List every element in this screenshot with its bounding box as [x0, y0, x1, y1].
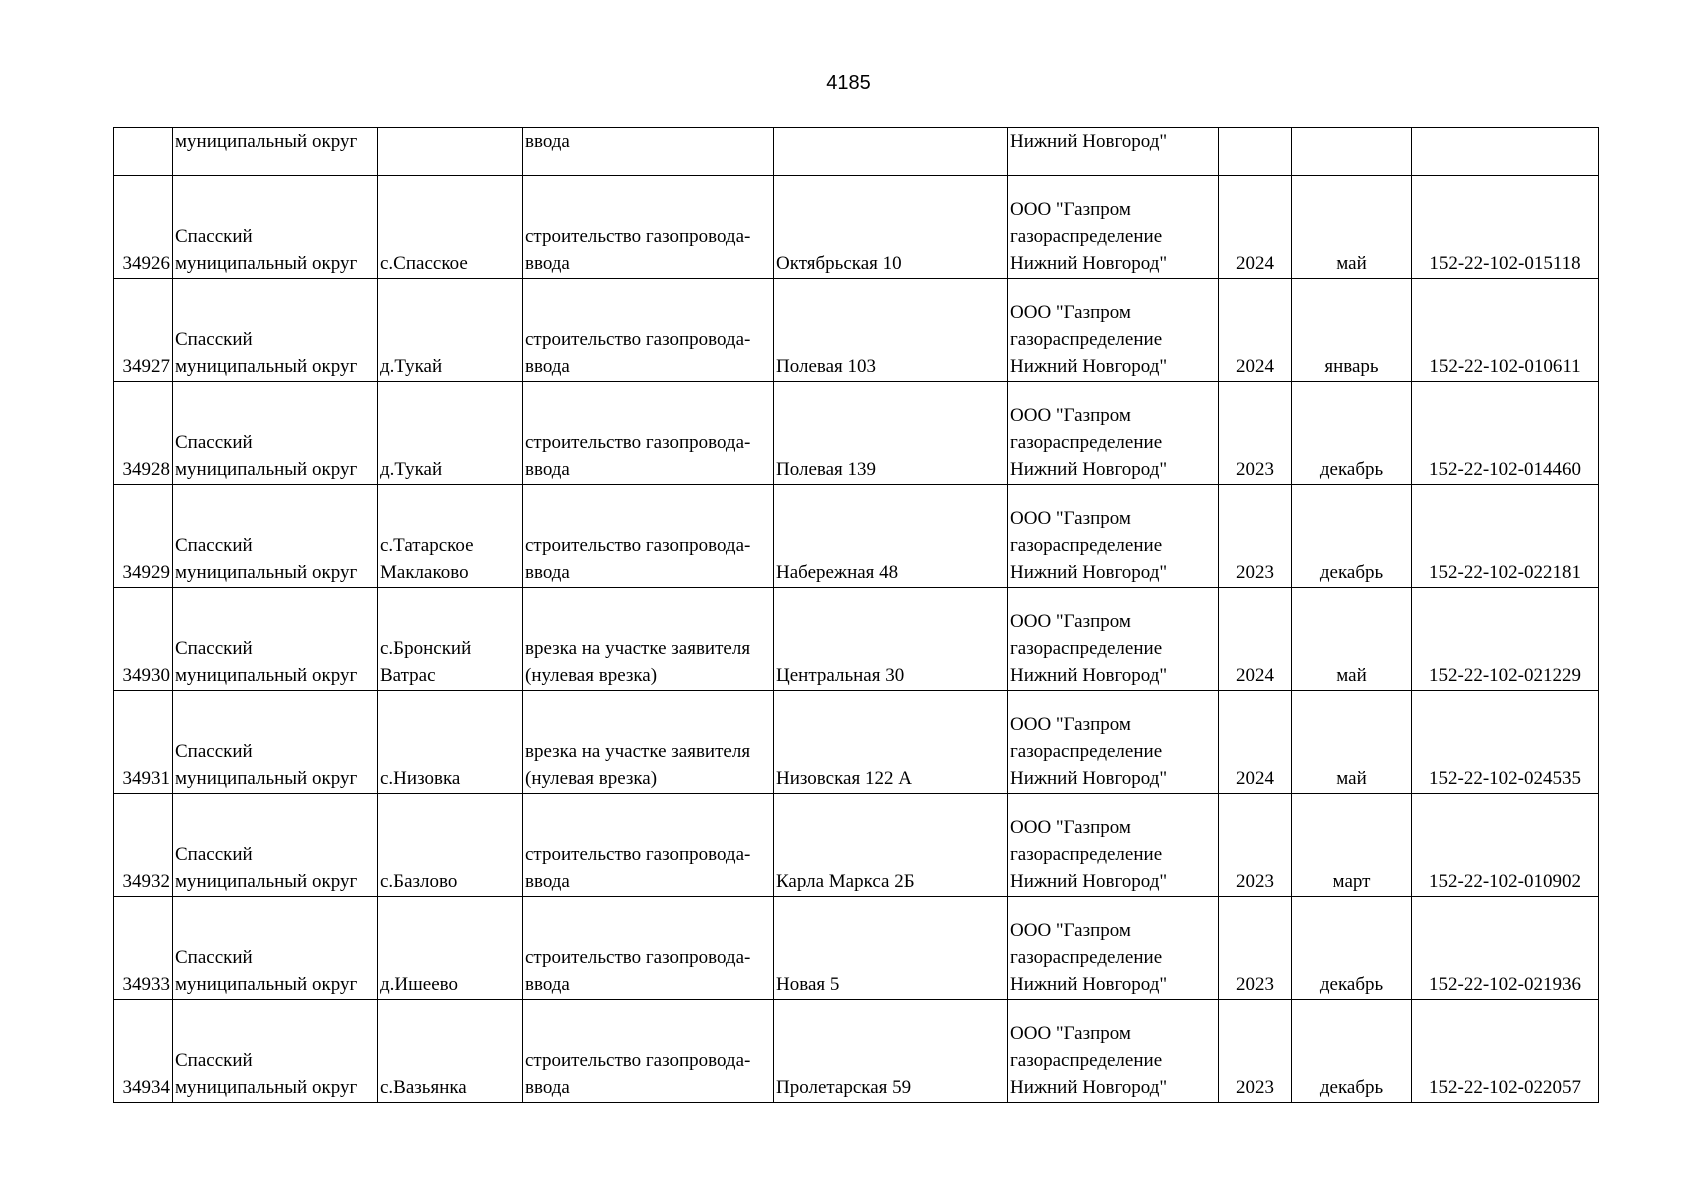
number-text: 34934	[122, 1077, 170, 1098]
address-text: Полевая 139	[776, 459, 877, 480]
cell-organization	[1008, 794, 1219, 897]
number-text: 34931	[122, 768, 170, 789]
district-line-2: муниципальный округ	[175, 253, 358, 274]
district-line-1: Спасский	[175, 741, 253, 762]
settlement-line-2: Маклаково	[380, 562, 469, 583]
settlement-line-2: с.Спасское	[380, 253, 468, 274]
year-text: 2023	[1236, 562, 1274, 583]
cell-address	[774, 176, 1008, 279]
cell-district: муниципальный округ	[173, 128, 378, 176]
year-text: 2024	[1236, 665, 1274, 686]
cell-work-type	[523, 176, 774, 279]
district-line-2: муниципальный округ	[175, 1077, 358, 1098]
year-text: 2024	[1236, 253, 1274, 274]
organization-line-1: ООО "Газпром	[1010, 817, 1131, 838]
cell-number	[114, 176, 173, 279]
cell-year	[1219, 691, 1292, 794]
cell-address	[774, 128, 1008, 176]
district-line-2: муниципальный округ	[175, 871, 358, 892]
work-type-line-2: ввода	[525, 974, 570, 995]
cell-settlement	[378, 1000, 523, 1103]
code-text: 152-22-102-021936	[1429, 974, 1581, 995]
work-type-line-1: строительство газопровода-	[525, 329, 751, 350]
cell-district	[173, 382, 378, 485]
cell-work-type	[523, 691, 774, 794]
organization-line-3: Нижний Новгород"	[1010, 459, 1168, 480]
cell-work-type	[523, 485, 774, 588]
organization-line-2: газораспределение	[1010, 844, 1163, 865]
cell-month	[1292, 128, 1412, 176]
organization-line-2: газораспределение	[1010, 1050, 1163, 1071]
code-text: 152-22-102-022181	[1429, 562, 1581, 583]
cell-code	[1412, 176, 1599, 279]
settlement-line-2: с.Вазьянка	[380, 1077, 467, 1098]
code-text: 152-22-102-022057	[1429, 1077, 1581, 1098]
year-text: 2023	[1236, 459, 1274, 480]
cell-year	[1219, 382, 1292, 485]
work-type-line-2: ввода	[525, 1077, 570, 1098]
cell-year	[1219, 128, 1292, 176]
month-text: декабрь	[1319, 1077, 1384, 1098]
organization-line-2: газораспределение	[1010, 329, 1163, 350]
organization-line-3: Нижний Новгород"	[1010, 1077, 1168, 1098]
organization-line-2: газораспределение	[1010, 741, 1163, 762]
cell-year	[1219, 588, 1292, 691]
district-line-1: Спасский	[175, 844, 253, 865]
code-text: 152-22-102-014460	[1429, 459, 1581, 480]
cell-year	[1219, 485, 1292, 588]
month-text: декабрь	[1319, 974, 1384, 995]
gasification-registry-table	[113, 127, 1599, 1103]
number-text: 34933	[122, 974, 170, 995]
settlement-line-2: д.Тукай	[380, 459, 443, 480]
cell-district	[173, 176, 378, 279]
work-type-line-1: строительство газопровода-	[525, 947, 751, 968]
year-text: 2024	[1236, 356, 1274, 377]
cell-settlement	[378, 794, 523, 897]
cell-address	[774, 691, 1008, 794]
cell-number	[114, 128, 173, 176]
month-text: май	[1336, 253, 1367, 274]
organization-line-1: ООО "Газпром	[1010, 405, 1131, 426]
work-type-line-2: ввода	[525, 871, 570, 892]
organization-line-3: Нижний Новгород"	[1010, 253, 1168, 274]
cell-code	[1412, 794, 1599, 897]
organization-line-3: Нижний Новгород"	[1010, 768, 1168, 789]
district-line-1: Спасский	[175, 947, 253, 968]
cell-month	[1292, 279, 1412, 382]
month-text: январь	[1324, 356, 1379, 377]
district-line-2: муниципальный округ	[175, 768, 358, 789]
cell-month	[1292, 588, 1412, 691]
organization-line-1: ООО "Газпром	[1010, 302, 1131, 323]
table-row	[114, 176, 1599, 279]
cell-code	[1412, 485, 1599, 588]
work-type-line-1: врезка на участке заявителя	[525, 638, 751, 659]
table-row	[114, 279, 1599, 382]
table-row	[114, 382, 1599, 485]
cell-district	[173, 794, 378, 897]
district-line-2: муниципальный округ	[175, 665, 358, 686]
cell-address	[774, 382, 1008, 485]
address-text: Низовская 122 А	[776, 768, 912, 789]
address-text: Набережная 48	[776, 562, 899, 583]
number-text: 34926	[122, 253, 170, 274]
year-text: 2024	[1236, 768, 1274, 789]
cell-month	[1292, 382, 1412, 485]
organization-line-1: ООО "Газпром	[1010, 611, 1131, 632]
cell-work-type: ввода	[523, 128, 774, 176]
organization-line-1: ООО "Газпром	[1010, 508, 1131, 529]
cell-settlement	[378, 485, 523, 588]
page-number: 4185	[826, 72, 871, 94]
table-row	[114, 1000, 1599, 1103]
cell-district	[173, 897, 378, 1000]
cell-number	[114, 794, 173, 897]
cell-organization	[1008, 279, 1219, 382]
work-type-line-1: строительство газопровода-	[525, 844, 751, 865]
cell-work-type	[523, 1000, 774, 1103]
cell-organization	[1008, 176, 1219, 279]
organization-line-2: газораспределение	[1010, 535, 1163, 556]
cell-code	[1412, 691, 1599, 794]
cell-address	[774, 485, 1008, 588]
work-type-line-1: врезка на участке заявителя	[525, 741, 751, 762]
cell-organization	[1008, 1000, 1219, 1103]
address-text: Центральная 30	[776, 665, 905, 686]
year-text: 2023	[1236, 1077, 1274, 1098]
number-text: 34932	[122, 871, 170, 892]
address-text: Пролетарская 59	[776, 1077, 912, 1098]
cell-number	[114, 485, 173, 588]
district-line-1: Спасский	[175, 329, 253, 350]
table-row	[114, 691, 1599, 794]
work-type-line-1: строительство газопровода-	[525, 1050, 751, 1071]
district-line-1: Спасский	[175, 535, 253, 556]
district-line-1: Спасский	[175, 638, 253, 659]
cell-district	[173, 1000, 378, 1103]
district-line-1: Спасский	[175, 226, 253, 247]
district-line-1: Спасский	[175, 432, 253, 453]
cell-month	[1292, 485, 1412, 588]
work-type-line-1: строительство газопровода-	[525, 226, 751, 247]
work-type-line-1: строительство газопровода-	[525, 432, 751, 453]
code-text: 152-22-102-015118	[1429, 253, 1581, 274]
work-type-line-2: (нулевая врезка)	[525, 768, 658, 789]
cell-work-type	[523, 279, 774, 382]
cell-month	[1292, 794, 1412, 897]
month-text: декабрь	[1319, 459, 1384, 480]
cell-month	[1292, 897, 1412, 1000]
cell-year	[1219, 794, 1292, 897]
table-row	[114, 588, 1599, 691]
cell-address	[774, 279, 1008, 382]
organization-line-1: ООО "Газпром	[1010, 1023, 1131, 1044]
cell-number	[114, 1000, 173, 1103]
table-row-continued	[114, 128, 1599, 176]
number-text: 34927	[122, 356, 170, 377]
cell-work-type	[523, 382, 774, 485]
cell-organization	[1008, 897, 1219, 1000]
work-type-line-2: (нулевая врезка)	[525, 665, 658, 686]
cell-number	[114, 691, 173, 794]
year-text: 2023	[1236, 871, 1274, 892]
cell-settlement	[378, 279, 523, 382]
number-text: 34930	[122, 665, 170, 686]
organization-line-2: газораспределение	[1010, 432, 1163, 453]
cell-district	[173, 588, 378, 691]
cell-number	[114, 279, 173, 382]
cell-number	[114, 897, 173, 1000]
work-type-line-2: ввода	[525, 459, 570, 480]
cell-settlement	[378, 588, 523, 691]
district-line-2: муниципальный округ	[175, 459, 358, 480]
cell-code	[1412, 279, 1599, 382]
cell-district	[173, 485, 378, 588]
cell-address	[774, 897, 1008, 1000]
cell-district	[173, 691, 378, 794]
cell-district	[173, 279, 378, 382]
month-text: май	[1336, 665, 1367, 686]
cell-number	[114, 382, 173, 485]
organization-line-3: Нижний Новгород"	[1010, 562, 1168, 583]
organization-line-3: Нижний Новгород"	[1010, 356, 1168, 377]
cell-work-type	[523, 588, 774, 691]
table-row	[114, 485, 1599, 588]
settlement-line-2: Ватрас	[380, 665, 436, 686]
number-text: 34929	[122, 562, 170, 583]
code-text: 152-22-102-010902	[1429, 871, 1581, 892]
settlement-line-2: с.Низовка	[380, 768, 461, 789]
cell-settlement	[378, 897, 523, 1000]
cell-code	[1412, 128, 1599, 176]
settlement-line-1: с.Татарское	[380, 535, 474, 556]
work-type-line-1: строительство газопровода-	[525, 535, 751, 556]
organization-line-3: Нижний Новгород"	[1010, 871, 1168, 892]
cell-year	[1219, 279, 1292, 382]
settlement-line-2: д.Тукай	[380, 356, 443, 377]
organization-line-1: ООО "Газпром	[1010, 199, 1131, 220]
settlement-line-2: д.Ишеево	[380, 974, 458, 995]
cell-settlement	[378, 691, 523, 794]
cell-code	[1412, 382, 1599, 485]
address-text: Октябрьская 10	[776, 253, 902, 274]
cell-settlement	[378, 128, 523, 176]
organization-line-1: ООО "Газпром	[1010, 714, 1131, 735]
settlement-line-1: с.Бронский	[380, 638, 472, 659]
organization-line-2: газораспределение	[1010, 638, 1163, 659]
work-type-line-2: ввода	[525, 253, 570, 274]
district-line-2: муниципальный округ	[175, 562, 358, 583]
work-type-line-2: ввода	[525, 562, 570, 583]
organization-line-1: ООО "Газпром	[1010, 920, 1131, 941]
cell-number	[114, 588, 173, 691]
organization-line-2: газораспределение	[1010, 226, 1163, 247]
settlement-line-2: с.Базлово	[380, 871, 458, 892]
table-row	[114, 794, 1599, 897]
address-text: Полевая 103	[776, 356, 877, 377]
cell-organization: Нижний Новгород"	[1008, 128, 1219, 176]
number-text: 34928	[122, 459, 170, 480]
cell-settlement	[378, 382, 523, 485]
cell-code	[1412, 1000, 1599, 1103]
month-text: декабрь	[1319, 562, 1384, 583]
code-text: 152-22-102-021229	[1429, 665, 1581, 686]
cell-year	[1219, 897, 1292, 1000]
year-text: 2023	[1236, 974, 1274, 995]
cell-code	[1412, 897, 1599, 1000]
address-text: Новая 5	[776, 974, 840, 995]
organization-line-2: газораспределение	[1010, 947, 1163, 968]
cell-month	[1292, 691, 1412, 794]
cell-address	[774, 794, 1008, 897]
cell-address	[774, 588, 1008, 691]
address-text: Карла Маркса 2Б	[776, 871, 915, 892]
code-text: 152-22-102-010611	[1429, 356, 1581, 377]
month-text: май	[1336, 768, 1367, 789]
code-text: 152-22-102-024535	[1429, 768, 1581, 789]
cell-work-type	[523, 794, 774, 897]
cell-year	[1219, 176, 1292, 279]
district-line-2: муниципальный округ	[175, 356, 358, 377]
cell-organization	[1008, 485, 1219, 588]
district-line-1: Спасский	[175, 1050, 253, 1071]
cell-address	[774, 1000, 1008, 1103]
cell-code	[1412, 588, 1599, 691]
table-row	[114, 897, 1599, 1000]
cell-settlement	[378, 176, 523, 279]
work-type-line-2: ввода	[525, 356, 570, 377]
cell-year	[1219, 1000, 1292, 1103]
cell-work-type	[523, 897, 774, 1000]
cell-organization	[1008, 588, 1219, 691]
cell-month	[1292, 176, 1412, 279]
month-text: март	[1332, 871, 1371, 892]
cell-organization	[1008, 382, 1219, 485]
cell-month	[1292, 1000, 1412, 1103]
organization-line-3: Нижний Новгород"	[1010, 665, 1168, 686]
district-line-2: муниципальный округ	[175, 974, 358, 995]
cell-organization	[1008, 691, 1219, 794]
organization-line-3: Нижний Новгород"	[1010, 974, 1168, 995]
